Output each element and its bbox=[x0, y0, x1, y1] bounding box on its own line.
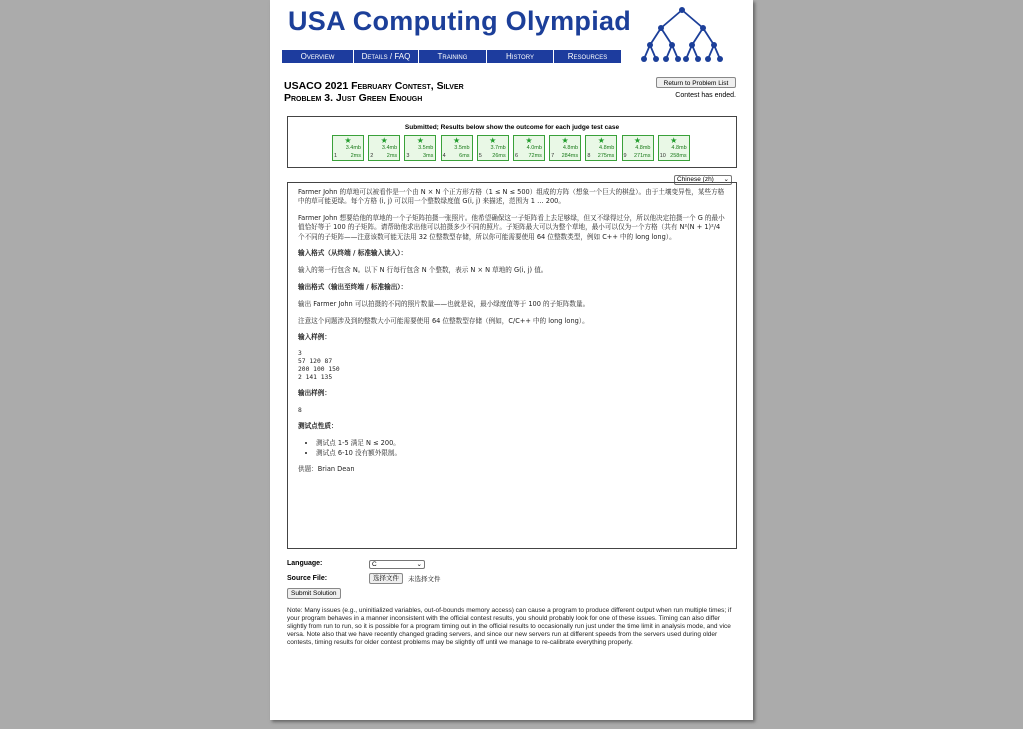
test-case-result bbox=[549, 135, 581, 161]
star-icon: ★ bbox=[670, 136, 678, 145]
test-case-time: 72ms bbox=[528, 153, 542, 159]
test-case-number: 3 bbox=[406, 153, 410, 159]
test-case-number: 1 bbox=[334, 153, 338, 159]
input-format-text: 输入的第一行包含 N。以下 N 行每行包含 N 个整数，表示 N × N 草地的 G(i, j) 值。 bbox=[298, 266, 548, 275]
test-case-time: 275ms bbox=[597, 153, 615, 159]
star-icon: ★ bbox=[344, 136, 352, 145]
star-icon: ★ bbox=[597, 136, 605, 145]
contest-title: USACO 2021 February Contest, Silver bbox=[284, 80, 464, 92]
test-case-result bbox=[441, 135, 473, 161]
test-case-memory: 3.7mb bbox=[490, 145, 506, 151]
main-nav bbox=[282, 50, 622, 63]
test-case-number: 8 bbox=[587, 153, 591, 159]
test-case-memory: 3.4mb bbox=[345, 145, 361, 151]
output-format-text: 输出 Farmer John 可以拍摄的不同的照片数量——也就是说，最小绿度值等于 100 的子矩阵数量。 bbox=[298, 300, 590, 309]
language-select[interactable] bbox=[369, 560, 425, 569]
test-case-memory: 3.5mb bbox=[418, 145, 434, 151]
chevron-down-icon: ⌄ bbox=[416, 561, 422, 568]
star-icon: ★ bbox=[489, 136, 497, 145]
test-case-result bbox=[622, 135, 654, 161]
test-case-result bbox=[404, 135, 436, 161]
nav-details-faq[interactable]: Details / FAQ bbox=[354, 50, 418, 63]
submit-solution-button[interactable]: Submit Solution bbox=[287, 588, 341, 599]
problem-statement bbox=[287, 182, 737, 549]
nav-overview[interactable]: Overview bbox=[282, 50, 353, 63]
test-case-memory: 4.0mb bbox=[526, 145, 542, 151]
test-case-memory: 4.8mb bbox=[562, 145, 579, 151]
star-icon: ★ bbox=[452, 136, 461, 145]
test-case-time: 284ms bbox=[561, 153, 579, 159]
test-case-list bbox=[332, 135, 694, 161]
test-case-memory: 3.5mb bbox=[454, 145, 470, 151]
grading-note: Note: Many issues (e.g., uninitialized variables, out-of-bounds memory access) can cause a program to produce different output when run multiple times; if your program behaves in a manner inconsistent with the official contest results, you should probably look for one of these issues. Timing can also differ slightly from run to run, so it is possible for a program timing out in the official results to occasionally run just under the time limit in analysis mode, and vice versa. Note also that we have recently changed grading servers, and since our new servers run at different speeds from the servers used during older contests, timing results for older contest problems may be slightly off until we manage to re-calibrate everything properly. bbox=[287, 607, 732, 646]
test-case-result bbox=[332, 135, 364, 161]
chevron-down-icon: ⌄ bbox=[723, 176, 729, 183]
test-case-time: 3ms bbox=[422, 153, 434, 159]
problem-name: Problem 3. Just Green Enough bbox=[284, 92, 423, 104]
sample-output-heading: 输出样例： bbox=[298, 389, 331, 398]
file-status: 未选择文件 bbox=[408, 576, 441, 583]
problem-author: 供题：Brian Dean bbox=[298, 465, 355, 474]
results-title: Submitted; Results below show the outcome for each judge test case bbox=[404, 124, 620, 131]
star-icon: ★ bbox=[561, 136, 569, 145]
test-case-result bbox=[585, 135, 617, 161]
test-case-memory: 4.8mb bbox=[599, 145, 615, 151]
list-item: • 测试点 6-10 没有额外限制。 bbox=[316, 449, 726, 458]
tree-logo-icon bbox=[632, 4, 732, 64]
test-case-result bbox=[658, 135, 690, 161]
test-case-result bbox=[368, 135, 400, 161]
sample-output: 8 bbox=[298, 406, 302, 414]
nav-resources[interactable]: Resources bbox=[554, 50, 621, 63]
test-case-time: 271ms bbox=[633, 153, 651, 159]
test-case-number: 2 bbox=[370, 153, 374, 159]
test-case-memory: 4.8mb bbox=[671, 145, 687, 151]
star-icon: ★ bbox=[525, 136, 533, 145]
test-case-time: 6ms bbox=[459, 153, 470, 159]
test-case-time: 26ms bbox=[492, 153, 506, 159]
output-note: 注意这个问题涉及到的整数大小可能需要使用 64 位整数型存储（例如，C/C++ 中的 long long）。 bbox=[298, 316, 589, 325]
page bbox=[270, 0, 753, 720]
star-icon: ★ bbox=[416, 136, 424, 145]
results-panel bbox=[287, 116, 737, 168]
test-case-number: 10 bbox=[659, 153, 666, 159]
star-icon: ★ bbox=[633, 136, 642, 145]
test-case-time: 258ms bbox=[670, 153, 687, 159]
test-case-number: 5 bbox=[478, 153, 482, 159]
test-properties-heading: 测试点性质： bbox=[298, 421, 338, 430]
sample-input: 3 57 120 87 200 100 150 2 141 135 bbox=[298, 350, 340, 382]
list-item: • 测试点 1-5 满足 N ≤ 200。 bbox=[316, 439, 726, 448]
return-to-problem-list-button[interactable]: Return to Problem List bbox=[656, 77, 736, 88]
test-case-number: 6 bbox=[514, 153, 518, 159]
test-case-result bbox=[477, 135, 509, 161]
nav-training[interactable]: Training bbox=[419, 50, 486, 63]
test-case-time: 2ms bbox=[350, 153, 361, 159]
language-label: Language: bbox=[287, 560, 323, 567]
statement-paragraph: Farmer John 想要给他的草地的一个子矩阵拍摄一张照片。他希望确保这一子矩阵看上去足够绿，但又不绿得过分，所以他决定拍摄一个 G 的最小值恰好等于 100 的子矩阵。请帮助他求出他可以拍摄多少不同的照片。子矩阵最大可以为整个草地，最小可以仅为一个方格（共有 N²(N + 1)²/4 个不同的子矩阵——注意该数可能无法用 32 位整数型存储，所以你可能需要使用 64 位整数类型，例如 C++ 中的 long long）。 bbox=[298, 213, 725, 241]
test-case-memory: 3.4mb bbox=[381, 145, 398, 151]
statement-paragraph: Farmer John 的草地可以被看作是一个由 N × N 个正方形方格（1 ≤ N ≤ 500）组成的方阵（想象一个巨大的棋盘）。由于土壤变异性，某些方格中的草可能更绿。每个方格 (i, j) 可以用一个整数绿度值 G(i, j) 来描述，范围为 1 … 200。 bbox=[298, 188, 725, 206]
source-file-label: Source File: bbox=[287, 575, 328, 582]
choose-file-button[interactable]: 选择文件 bbox=[369, 573, 403, 584]
output-format-heading: 输出格式（输出至终端 / 标准输出）： bbox=[298, 282, 408, 291]
test-case-number: 7 bbox=[551, 153, 555, 159]
test-case-number: 9 bbox=[623, 153, 627, 159]
test-properties-list bbox=[298, 439, 726, 458]
star-icon: ★ bbox=[380, 136, 388, 145]
test-case-number: 4 bbox=[442, 153, 446, 159]
test-case-result bbox=[513, 135, 545, 161]
nav-history[interactable]: History bbox=[487, 50, 553, 63]
problem-title bbox=[284, 80, 464, 104]
test-case-memory: 4.8mb bbox=[635, 145, 651, 151]
site-logo[interactable]: USA Computing Olympiad bbox=[288, 6, 632, 36]
sample-input-heading: 输入样例： bbox=[298, 333, 331, 342]
test-case-time: 2ms bbox=[386, 153, 398, 159]
statement-language-value: Chinese (zh) bbox=[677, 176, 714, 183]
input-format-heading: 输入格式（从终端 / 标准输入读入）： bbox=[298, 249, 408, 258]
language-value: C bbox=[372, 561, 377, 568]
contest-status: Contest has ended. bbox=[675, 92, 736, 99]
